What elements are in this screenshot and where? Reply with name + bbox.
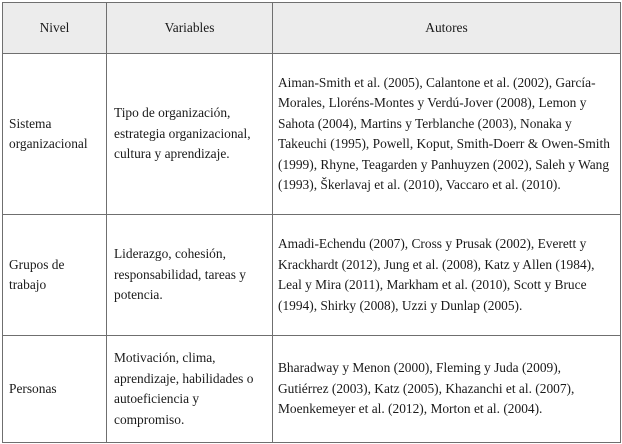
- authors-table: [2, 2, 621, 443]
- autores-cell: Bharadway y Menon (2000), Fleming y Juda (2009), Gutiérrez (2003), Katz (2005), Khazanchi et al. (2007), Moenkemeyer et al. (2012), Morton et al. (2004).: [273, 336, 621, 443]
- header-variables: Variables: [107, 3, 273, 54]
- autores-cell: Aiman-Smith et al. (2005), Calantone et al. (2002), García-Morales, Lloréns-Montes y Verdú-Jover (2008), Lemon y Sahota (2004), Martins y Terblanche (2003), Nonaka y Takeuchi (1995), Powell, Koput, Smith-Doerr & Owen-Smith (1999), Rhyne, Teagarden y Panhuyzen (2002), Saleh y Wang (1993), Škerlavaj et al. (2010), Vaccaro et al. (2010).: [273, 54, 621, 215]
- nivel-cell: Personas: [3, 336, 107, 443]
- variables-cell: Motivación, clima, aprendizaje, habilidades o autoeficiencia y compromiso.: [107, 336, 273, 443]
- nivel-cell: Sistema organizacional: [3, 54, 107, 215]
- autores-cell: Amadi-Echendu (2007), Cross y Prusak (2002), Everett y Krackhardt (2012), Jung et al. (2008), Katz y Allen (1984), Leal y Mira (2011), Markham et al. (2010), Scott y Bruce (1994), Shirky (2008), Uzzi y Dunlap (2005).: [273, 215, 621, 336]
- variables-cell: Liderazgo, cohesión, responsabilidad, tareas y potencia.: [107, 215, 273, 336]
- header-row: [3, 3, 621, 54]
- variables-cell: Tipo de organización, estrategia organizacional, cultura y aprendizaje.: [107, 54, 273, 215]
- table-row: [3, 336, 621, 443]
- nivel-cell: Grupos de trabajo: [3, 215, 107, 336]
- header-autores: Autores: [273, 3, 621, 54]
- table-row: [3, 54, 621, 215]
- table-row: [3, 215, 621, 336]
- header-nivel: Nivel: [3, 3, 107, 54]
